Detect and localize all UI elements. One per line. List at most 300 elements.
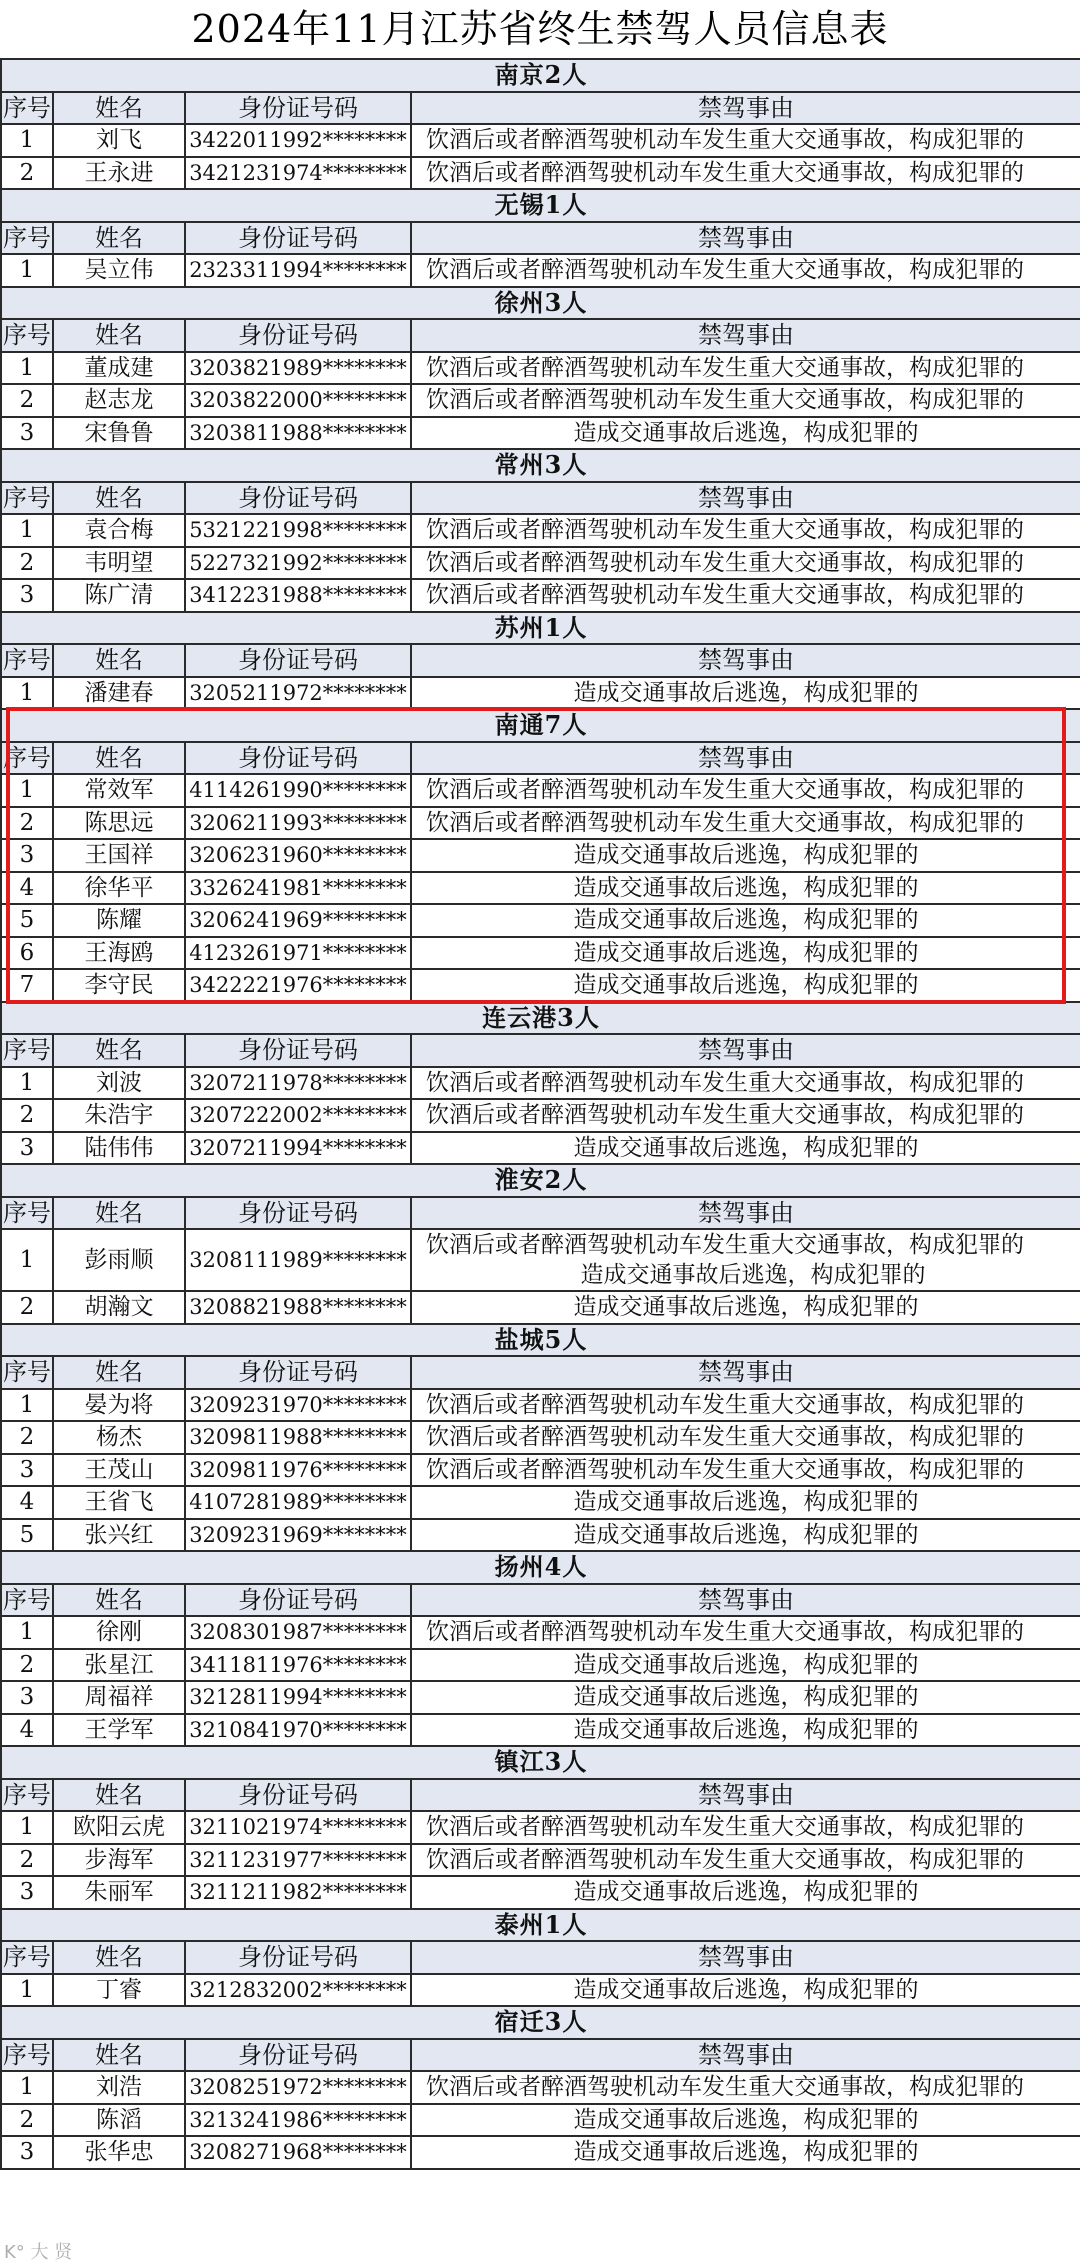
ban-reason bbox=[411, 547, 1080, 580]
id-number: 3207211994******** bbox=[185, 1132, 411, 1165]
row-number: 1 bbox=[1, 514, 53, 547]
table-row bbox=[1, 774, 1080, 807]
ban-reason bbox=[411, 1616, 1080, 1649]
ban-reason-line: 造成交通事故后逃逸，构成犯罪的 bbox=[573, 419, 919, 446]
row-number: 4 bbox=[1, 1486, 53, 1519]
table-row bbox=[1, 1811, 1080, 1844]
city-header-row bbox=[1, 2006, 1080, 2039]
col-header-name: 姓名 bbox=[53, 1034, 185, 1067]
person-name: 吴立伟 bbox=[53, 254, 185, 287]
row-number: 2 bbox=[1, 1099, 53, 1132]
ban-reason bbox=[411, 417, 1080, 450]
person-name: 陈滔 bbox=[53, 2104, 185, 2137]
id-number: 3206211993******** bbox=[185, 807, 411, 840]
col-header-no: 序号 bbox=[1, 222, 53, 255]
city-header-row bbox=[1, 612, 1080, 645]
ban-reason bbox=[411, 579, 1080, 612]
row-number: 2 bbox=[1, 1291, 53, 1324]
table-row bbox=[1, 1132, 1080, 1165]
ban-reason bbox=[411, 1067, 1080, 1100]
col-header-name: 姓名 bbox=[53, 742, 185, 775]
ban-reason-line: 造成交通事故后逃逸，构成犯罪的 bbox=[573, 1976, 919, 2003]
table-row bbox=[1, 1714, 1080, 1747]
table-row bbox=[1, 1229, 1080, 1291]
person-name: 陆伟伟 bbox=[53, 1132, 185, 1165]
table-row bbox=[1, 1421, 1080, 1454]
ban-reason-line: 造成交通事故后逃逸，构成犯罪的 bbox=[573, 907, 919, 934]
ban-reason bbox=[411, 937, 1080, 970]
city-header-row bbox=[1, 1164, 1080, 1197]
id-number: 3203821989******** bbox=[185, 352, 411, 385]
city-header: 盐城5人 bbox=[1, 1324, 1080, 1357]
row-number: 1 bbox=[1, 254, 53, 287]
id-number: 3421231974******** bbox=[185, 157, 411, 190]
table-row bbox=[1, 1454, 1080, 1487]
city-header-row bbox=[1, 59, 1080, 92]
col-header-no: 序号 bbox=[1, 1584, 53, 1617]
city-header-row bbox=[1, 287, 1080, 320]
city-header-row bbox=[1, 189, 1080, 222]
person-name: 刘飞 bbox=[53, 124, 185, 157]
col-header-reason: 禁驾事由 bbox=[411, 644, 1080, 677]
row-number: 3 bbox=[1, 2136, 53, 2169]
row-number: 1 bbox=[1, 774, 53, 807]
table-row bbox=[1, 2136, 1080, 2169]
person-name: 周福祥 bbox=[53, 1681, 185, 1714]
ban-reason-line: 造成交通事故后逃逸，构成犯罪的 bbox=[573, 2139, 919, 2166]
id-number: 4107281989******** bbox=[185, 1486, 411, 1519]
id-number: 3212811994******** bbox=[185, 1681, 411, 1714]
ban-reason-line: 饮酒后或者醉酒驾驶机动车发生重大交通事故，构成犯罪的 bbox=[426, 517, 1024, 544]
ban-reason-line: 造成交通事故后逃逸，构成犯罪的 bbox=[573, 1651, 919, 1678]
id-number: 3203811988******** bbox=[185, 417, 411, 450]
id-number: 3206231960******** bbox=[185, 839, 411, 872]
row-number: 4 bbox=[1, 872, 53, 905]
row-number: 3 bbox=[1, 579, 53, 612]
person-name: 丁睿 bbox=[53, 1974, 185, 2007]
ban-reason-line: 饮酒后或者醉酒驾驶机动车发生重大交通事故，构成犯罪的 bbox=[426, 1846, 1024, 1873]
row-number: 2 bbox=[1, 1649, 53, 1682]
ban-reason bbox=[411, 1229, 1080, 1291]
city-header: 宿迁3人 bbox=[1, 2006, 1080, 2039]
table-row bbox=[1, 1099, 1080, 1132]
ban-reason bbox=[411, 2071, 1080, 2104]
col-header-id: 身份证号码 bbox=[185, 92, 411, 125]
id-number: 3209811976******** bbox=[185, 1454, 411, 1487]
id-number: 3209231970******** bbox=[185, 1389, 411, 1422]
table-row bbox=[1, 157, 1080, 190]
person-name: 常效军 bbox=[53, 774, 185, 807]
city-header: 泰州1人 bbox=[1, 1909, 1080, 1942]
ban-reason-line: 造成交通事故后逃逸，构成犯罪的 bbox=[580, 1262, 926, 1288]
city-header: 淮安2人 bbox=[1, 1164, 1080, 1197]
row-number: 2 bbox=[1, 547, 53, 580]
row-number: 2 bbox=[1, 1844, 53, 1877]
column-header-row bbox=[1, 2039, 1080, 2072]
row-number: 2 bbox=[1, 807, 53, 840]
ban-reason bbox=[411, 969, 1080, 1002]
col-header-id: 身份证号码 bbox=[185, 1941, 411, 1974]
column-header-row bbox=[1, 644, 1080, 677]
table-row bbox=[1, 677, 1080, 710]
person-name: 王茂山 bbox=[53, 1454, 185, 1487]
column-header-row bbox=[1, 482, 1080, 515]
person-name: 徐刚 bbox=[53, 1616, 185, 1649]
col-header-name: 姓名 bbox=[53, 1941, 185, 1974]
city-header-row bbox=[1, 1746, 1080, 1779]
person-name: 王海鸥 bbox=[53, 937, 185, 970]
table-row bbox=[1, 872, 1080, 905]
col-header-no: 序号 bbox=[1, 1356, 53, 1389]
table-row bbox=[1, 1486, 1080, 1519]
table-row bbox=[1, 839, 1080, 872]
person-name: 韦明望 bbox=[53, 547, 185, 580]
city-header: 扬州4人 bbox=[1, 1551, 1080, 1584]
table-row bbox=[1, 969, 1080, 1002]
row-number: 1 bbox=[1, 1811, 53, 1844]
id-number: 3411811976******** bbox=[185, 1649, 411, 1682]
ban-reason bbox=[411, 807, 1080, 840]
id-number: 3208251972******** bbox=[185, 2071, 411, 2104]
ban-reason bbox=[411, 1876, 1080, 1909]
person-name: 陈耀 bbox=[53, 904, 185, 937]
ban-reason bbox=[411, 2104, 1080, 2137]
row-number: 1 bbox=[1, 1389, 53, 1422]
col-header-reason: 禁驾事由 bbox=[411, 1779, 1080, 1812]
ban-reason-line: 饮酒后或者醉酒驾驶机动车发生重大交通事故，构成犯罪的 bbox=[426, 1232, 1024, 1258]
table-row bbox=[1, 937, 1080, 970]
table-row bbox=[1, 1974, 1080, 2007]
row-number: 3 bbox=[1, 1454, 53, 1487]
ban-reason-line: 饮酒后或者醉酒驾驶机动车发生重大交通事故，构成犯罪的 bbox=[426, 1424, 1024, 1451]
person-name: 王学军 bbox=[53, 1714, 185, 1747]
ban-reason-line: 造成交通事故后逃逸，构成犯罪的 bbox=[573, 1294, 919, 1321]
col-header-reason: 禁驾事由 bbox=[411, 319, 1080, 352]
id-number: 3211231977******** bbox=[185, 1844, 411, 1877]
person-name: 张华忠 bbox=[53, 2136, 185, 2169]
col-header-name: 姓名 bbox=[53, 644, 185, 677]
row-number: 1 bbox=[1, 1974, 53, 2007]
ban-reason bbox=[411, 1974, 1080, 2007]
id-number: 3210841970******** bbox=[185, 1714, 411, 1747]
ban-reason-line: 饮酒后或者醉酒驾驶机动车发生重大交通事故，构成犯罪的 bbox=[426, 1391, 1024, 1418]
ban-reason-line: 造成交通事故后逃逸，构成犯罪的 bbox=[573, 939, 919, 966]
ban-reason bbox=[411, 384, 1080, 417]
col-header-no: 序号 bbox=[1, 92, 53, 125]
person-name: 晏为将 bbox=[53, 1389, 185, 1422]
id-number: 3211021974******** bbox=[185, 1811, 411, 1844]
ban-reason bbox=[411, 1099, 1080, 1132]
ban-reason-line: 饮酒后或者醉酒驾驶机动车发生重大交通事故，构成犯罪的 bbox=[426, 777, 1024, 804]
city-header-row bbox=[1, 1909, 1080, 1942]
person-name: 潘建春 bbox=[53, 677, 185, 710]
ban-reason bbox=[411, 1454, 1080, 1487]
col-header-id: 身份证号码 bbox=[185, 644, 411, 677]
col-header-reason: 禁驾事由 bbox=[411, 1034, 1080, 1067]
ban-reason bbox=[411, 1519, 1080, 1552]
ban-reason-line: 造成交通事故后逃逸，构成犯罪的 bbox=[573, 874, 919, 901]
person-name: 董成建 bbox=[53, 352, 185, 385]
ban-reason bbox=[411, 1389, 1080, 1422]
row-number: 5 bbox=[1, 904, 53, 937]
row-number: 2 bbox=[1, 2104, 53, 2137]
id-number: 3207222002******** bbox=[185, 1099, 411, 1132]
person-name: 李守民 bbox=[53, 969, 185, 1002]
column-header-row bbox=[1, 1779, 1080, 1812]
table-row bbox=[1, 514, 1080, 547]
col-header-reason: 禁驾事由 bbox=[411, 1356, 1080, 1389]
table-row bbox=[1, 2104, 1080, 2137]
row-number: 1 bbox=[1, 2071, 53, 2104]
row-number: 3 bbox=[1, 1681, 53, 1714]
col-header-no: 序号 bbox=[1, 319, 53, 352]
row-number: 2 bbox=[1, 384, 53, 417]
city-header: 无锡1人 bbox=[1, 189, 1080, 222]
table-row bbox=[1, 1616, 1080, 1649]
ban-reason bbox=[411, 774, 1080, 807]
ban-reason bbox=[411, 1486, 1080, 1519]
person-name: 陈广清 bbox=[53, 579, 185, 612]
col-header-name: 姓名 bbox=[53, 222, 185, 255]
row-number: 1 bbox=[1, 352, 53, 385]
city-header-row bbox=[1, 1002, 1080, 1035]
table-row bbox=[1, 2071, 1080, 2104]
row-number: 1 bbox=[1, 1229, 53, 1291]
col-header-id: 身份证号码 bbox=[185, 222, 411, 255]
row-number: 1 bbox=[1, 124, 53, 157]
col-header-id: 身份证号码 bbox=[185, 482, 411, 515]
row-number: 4 bbox=[1, 1714, 53, 1747]
person-name: 刘浩 bbox=[53, 2071, 185, 2104]
city-header: 南通7人 bbox=[1, 709, 1080, 742]
person-name: 彭雨顺 bbox=[53, 1229, 185, 1291]
ban-reason bbox=[411, 1811, 1080, 1844]
ban-reason-line: 饮酒后或者醉酒驾驶机动车发生重大交通事故，构成犯罪的 bbox=[426, 159, 1024, 186]
table-row bbox=[1, 254, 1080, 287]
col-header-reason: 禁驾事由 bbox=[411, 482, 1080, 515]
col-header-reason: 禁驾事由 bbox=[411, 222, 1080, 255]
ban-reason-line: 饮酒后或者醉酒驾驶机动车发生重大交通事故，构成犯罪的 bbox=[426, 2074, 1024, 2101]
id-number: 3208271968******** bbox=[185, 2136, 411, 2169]
ban-reason-line: 造成交通事故后逃逸，构成犯罪的 bbox=[573, 1489, 919, 1516]
ban-reason-line: 饮酒后或者醉酒驾驶机动车发生重大交通事故，构成犯罪的 bbox=[426, 1102, 1024, 1129]
row-number: 2 bbox=[1, 1421, 53, 1454]
col-header-no: 序号 bbox=[1, 1197, 53, 1230]
id-number: 4114261990******** bbox=[185, 774, 411, 807]
person-name: 袁合梅 bbox=[53, 514, 185, 547]
ban-reason-line: 饮酒后或者醉酒驾驶机动车发生重大交通事故，构成犯罪的 bbox=[426, 582, 1024, 609]
ban-reason bbox=[411, 124, 1080, 157]
col-header-name: 姓名 bbox=[53, 92, 185, 125]
col-header-id: 身份证号码 bbox=[185, 1034, 411, 1067]
table-row bbox=[1, 1844, 1080, 1877]
table-row bbox=[1, 1649, 1080, 1682]
ban-reason-line: 饮酒后或者醉酒驾驶机动车发生重大交通事故，构成犯罪的 bbox=[426, 1069, 1024, 1096]
person-name: 宋鲁鲁 bbox=[53, 417, 185, 450]
column-header-row bbox=[1, 1356, 1080, 1389]
row-number: 3 bbox=[1, 1132, 53, 1165]
col-header-name: 姓名 bbox=[53, 319, 185, 352]
row-number: 7 bbox=[1, 969, 53, 1002]
id-number: 3209811988******** bbox=[185, 1421, 411, 1454]
city-header: 南京2人 bbox=[1, 59, 1080, 92]
ban-reason bbox=[411, 1291, 1080, 1324]
id-number: 3205211972******** bbox=[185, 677, 411, 710]
row-number: 1 bbox=[1, 677, 53, 710]
ban-reason-line: 造成交通事故后逃逸，构成犯罪的 bbox=[573, 1879, 919, 1906]
col-header-no: 序号 bbox=[1, 482, 53, 515]
col-header-id: 身份证号码 bbox=[185, 319, 411, 352]
person-name: 徐华平 bbox=[53, 872, 185, 905]
ban-reason bbox=[411, 839, 1080, 872]
table-row bbox=[1, 1876, 1080, 1909]
ban-reason-line: 饮酒后或者醉酒驾驶机动车发生重大交通事故，构成犯罪的 bbox=[426, 354, 1024, 381]
ban-reason-line: 饮酒后或者醉酒驾驶机动车发生重大交通事故，构成犯罪的 bbox=[426, 387, 1024, 414]
person-name: 张兴红 bbox=[53, 1519, 185, 1552]
table-row bbox=[1, 1681, 1080, 1714]
ban-reason bbox=[411, 1714, 1080, 1747]
col-header-name: 姓名 bbox=[53, 1197, 185, 1230]
column-header-row bbox=[1, 222, 1080, 255]
row-number: 5 bbox=[1, 1519, 53, 1552]
ban-reason-line: 饮酒后或者醉酒驾驶机动车发生重大交通事故，构成犯罪的 bbox=[426, 1619, 1024, 1646]
ban-reason bbox=[411, 1649, 1080, 1682]
id-number: 3211211982******** bbox=[185, 1876, 411, 1909]
city-header: 徐州3人 bbox=[1, 287, 1080, 320]
col-header-name: 姓名 bbox=[53, 2039, 185, 2072]
person-name: 步海军 bbox=[53, 1844, 185, 1877]
row-number: 3 bbox=[1, 1876, 53, 1909]
city-header-row bbox=[1, 1551, 1080, 1584]
row-number: 2 bbox=[1, 157, 53, 190]
id-number: 3422221976******** bbox=[185, 969, 411, 1002]
col-header-name: 姓名 bbox=[53, 482, 185, 515]
col-header-reason: 禁驾事由 bbox=[411, 1941, 1080, 1974]
table-row bbox=[1, 384, 1080, 417]
id-number: 3213241986******** bbox=[185, 2104, 411, 2137]
col-header-name: 姓名 bbox=[53, 1584, 185, 1617]
col-header-reason: 禁驾事由 bbox=[411, 1197, 1080, 1230]
col-header-name: 姓名 bbox=[53, 1779, 185, 1812]
col-header-no: 序号 bbox=[1, 1941, 53, 1974]
person-name: 王永进 bbox=[53, 157, 185, 190]
table-row bbox=[1, 1291, 1080, 1324]
ban-reason bbox=[411, 904, 1080, 937]
id-number: 3422011992******** bbox=[185, 124, 411, 157]
col-header-id: 身份证号码 bbox=[185, 1779, 411, 1812]
id-number: 5321221998******** bbox=[185, 514, 411, 547]
ban-reason bbox=[411, 157, 1080, 190]
person-name: 朱浩宇 bbox=[53, 1099, 185, 1132]
ban-reason bbox=[411, 1421, 1080, 1454]
ban-reason-line: 造成交通事故后逃逸，构成犯罪的 bbox=[573, 1684, 919, 1711]
city-header: 常州3人 bbox=[1, 449, 1080, 482]
id-number: 3208111989******** bbox=[185, 1229, 411, 1291]
col-header-reason: 禁驾事由 bbox=[411, 742, 1080, 775]
page-title: 2024年11月江苏省终生禁驾人员信息表 bbox=[191, 7, 889, 51]
table-row bbox=[1, 417, 1080, 450]
col-header-reason: 禁驾事由 bbox=[411, 2039, 1080, 2072]
ban-reason-line: 饮酒后或者醉酒驾驶机动车发生重大交通事故，构成犯罪的 bbox=[426, 1456, 1024, 1483]
person-name: 杨杰 bbox=[53, 1421, 185, 1454]
ban-reason-line: 造成交通事故后逃逸，构成犯罪的 bbox=[573, 972, 919, 999]
city-header: 苏州1人 bbox=[1, 612, 1080, 645]
col-header-no: 序号 bbox=[1, 1779, 53, 1812]
table-row bbox=[1, 1389, 1080, 1422]
column-header-row bbox=[1, 1941, 1080, 1974]
ban-reason-line: 造成交通事故后逃逸，构成犯罪的 bbox=[573, 1521, 919, 1548]
table-row bbox=[1, 904, 1080, 937]
id-number: 4123261971******** bbox=[185, 937, 411, 970]
ban-reason-line: 造成交通事故后逃逸，构成犯罪的 bbox=[573, 1134, 919, 1161]
table-row bbox=[1, 579, 1080, 612]
person-name: 朱丽军 bbox=[53, 1876, 185, 1909]
column-header-row bbox=[1, 742, 1080, 775]
col-header-name: 姓名 bbox=[53, 1356, 185, 1389]
table-row bbox=[1, 124, 1080, 157]
ban-reason-line: 饮酒后或者醉酒驾驶机动车发生重大交通事故，构成犯罪的 bbox=[426, 809, 1024, 836]
person-name: 王国祥 bbox=[53, 839, 185, 872]
id-number: 3208301987******** bbox=[185, 1616, 411, 1649]
city-header: 连云港3人 bbox=[1, 1002, 1080, 1035]
person-name: 胡瀚文 bbox=[53, 1291, 185, 1324]
row-number: 3 bbox=[1, 417, 53, 450]
ban-reason-line: 饮酒后或者醉酒驾驶机动车发生重大交通事故，构成犯罪的 bbox=[426, 1814, 1024, 1841]
row-number: 3 bbox=[1, 839, 53, 872]
driving-ban-table bbox=[0, 58, 1080, 2170]
table-row bbox=[1, 352, 1080, 385]
column-header-row bbox=[1, 319, 1080, 352]
ban-reason-line: 造成交通事故后逃逸，构成犯罪的 bbox=[573, 842, 919, 869]
ban-reason bbox=[411, 514, 1080, 547]
ban-reason-line: 造成交通事故后逃逸，构成犯罪的 bbox=[573, 2106, 919, 2133]
id-number: 3206241969******** bbox=[185, 904, 411, 937]
person-name: 陈思远 bbox=[53, 807, 185, 840]
col-header-reason: 禁驾事由 bbox=[411, 1584, 1080, 1617]
table-row bbox=[1, 1067, 1080, 1100]
ban-reason bbox=[411, 872, 1080, 905]
id-number: 3203822000******** bbox=[185, 384, 411, 417]
col-header-id: 身份证号码 bbox=[185, 1356, 411, 1389]
ban-reason-line: 造成交通事故后逃逸，构成犯罪的 bbox=[573, 1716, 919, 1743]
ban-reason bbox=[411, 1681, 1080, 1714]
column-header-row bbox=[1, 1034, 1080, 1067]
column-header-row bbox=[1, 92, 1080, 125]
row-number: 6 bbox=[1, 937, 53, 970]
col-header-no: 序号 bbox=[1, 644, 53, 677]
id-number: 3208821988******** bbox=[185, 1291, 411, 1324]
id-number: 2323311994******** bbox=[185, 254, 411, 287]
watermark-text: K° 大 贤 bbox=[4, 2242, 73, 2263]
col-header-id: 身份证号码 bbox=[185, 742, 411, 775]
ban-reason bbox=[411, 352, 1080, 385]
id-number: 3326241981******** bbox=[185, 872, 411, 905]
city-header-row bbox=[1, 1324, 1080, 1357]
table-row bbox=[1, 1519, 1080, 1552]
table-row bbox=[1, 547, 1080, 580]
id-number: 3212832002******** bbox=[185, 1974, 411, 2007]
col-header-id: 身份证号码 bbox=[185, 2039, 411, 2072]
person-name: 刘波 bbox=[53, 1067, 185, 1100]
ban-reason bbox=[411, 1844, 1080, 1877]
row-number: 1 bbox=[1, 1067, 53, 1100]
ban-reason-line: 饮酒后或者醉酒驾驶机动车发生重大交通事故，构成犯罪的 bbox=[426, 257, 1024, 284]
ban-reason-line: 造成交通事故后逃逸，构成犯罪的 bbox=[573, 679, 919, 706]
ban-reason bbox=[411, 2136, 1080, 2169]
id-number: 3412231988******** bbox=[185, 579, 411, 612]
person-name: 欧阳云虎 bbox=[53, 1811, 185, 1844]
ban-reason-line: 饮酒后或者醉酒驾驶机动车发生重大交通事故，构成犯罪的 bbox=[426, 127, 1024, 154]
